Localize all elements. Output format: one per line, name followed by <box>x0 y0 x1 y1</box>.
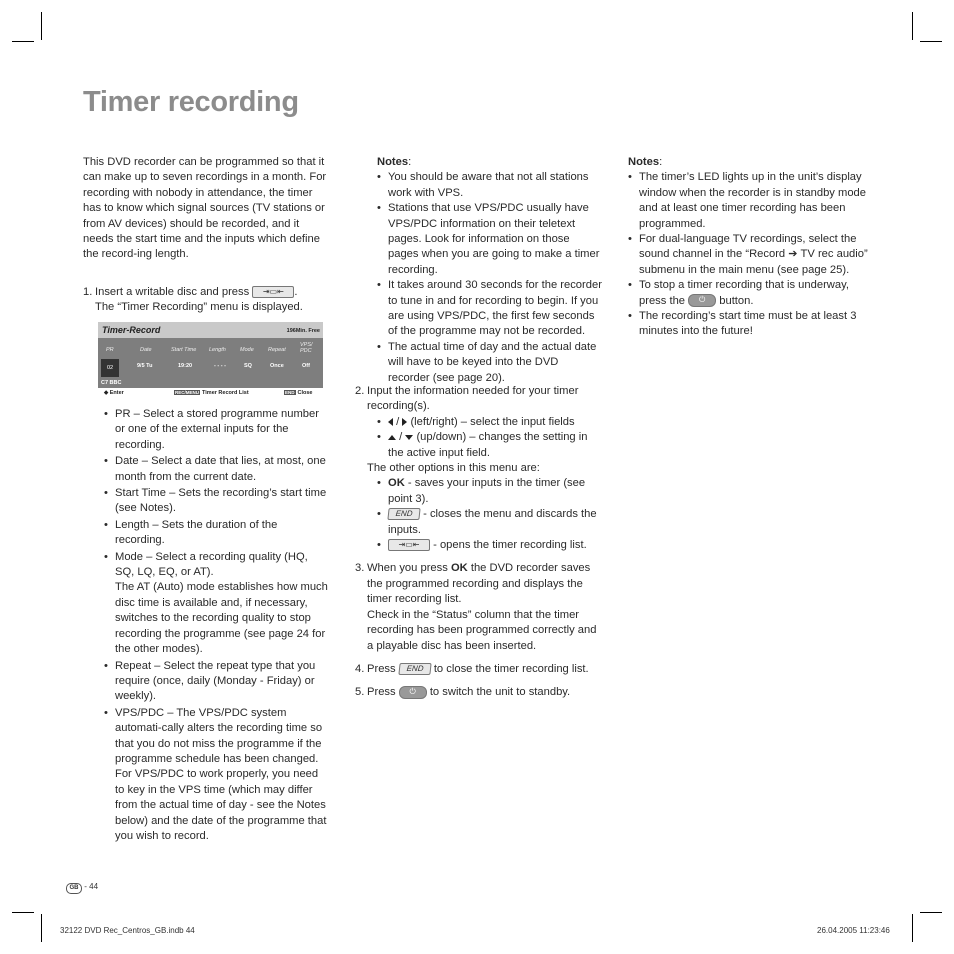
timer-record-menu-screenshot <box>98 322 323 398</box>
crop-mark <box>41 12 42 40</box>
end-button-icon: END <box>398 663 431 675</box>
step-text: the DVD recorder saves the programmed recording and displays the timer recording list. <box>367 562 591 606</box>
steps-middle <box>355 384 601 701</box>
menu-column-header: Repeat <box>268 347 286 353</box>
rec-list-button-icon: ⇥▭⇤ <box>252 286 294 298</box>
step-text: The other options in this menu are: <box>367 462 540 475</box>
page-number-text: - 44 <box>84 882 99 891</box>
menu-column-header: VPS/ PDC <box>300 342 313 354</box>
ok-label: OK <box>450 562 468 575</box>
print-date-info: 26.04.2005 11:23:46 <box>817 926 890 935</box>
menu-column-header: PR <box>106 347 114 353</box>
menu-body <box>98 338 323 388</box>
menu-footer-close: END Close <box>285 390 313 396</box>
list-item: • Date – Select a date that lies, at most, one month from the current date. <box>104 454 330 485</box>
list-item-text: (up/down) – changes the setting in the active input field. <box>388 431 588 459</box>
list-item: • The actual time of day and the actual date will have to be keyed into the DVD recorder (see page 20). <box>377 340 602 386</box>
standby-button-icon: ⏻ <box>688 294 716 307</box>
list-item-text: - closes the menu and discards the inputs. <box>388 508 597 536</box>
list-item: • PR – Select a stored programme number or one of the external inputs for the recording. <box>104 407 330 453</box>
arrow-right-icon <box>402 418 407 426</box>
list-item <box>628 278 873 309</box>
step-1 <box>83 285 328 316</box>
rec-list-button-icon: ⇥▭⇤ <box>388 539 430 551</box>
field-descriptions <box>104 407 330 844</box>
crop-mark <box>912 914 913 942</box>
arrow-up-icon <box>388 435 396 440</box>
menu-footer <box>98 388 323 398</box>
step-5 <box>355 685 601 700</box>
list-item <box>377 538 601 553</box>
step-text: The “Timer Recording” menu is displayed. <box>95 301 303 314</box>
page-title: Timer recording <box>83 86 299 118</box>
list-item-text: - saves your inputs in the timer (see point 3). <box>388 477 586 505</box>
step-text: to close the timer recording list. <box>433 662 589 675</box>
list-item-text: To stop a timer recording that is underway, press the <box>639 279 849 307</box>
arrow-left-icon <box>388 418 393 426</box>
menu-title: Timer-Record <box>102 325 161 335</box>
step-text: Press <box>367 662 396 675</box>
step-2 <box>355 384 601 553</box>
standby-button-icon: ⏻ <box>399 686 427 699</box>
crop-mark <box>41 914 42 942</box>
menu-column-header: Date <box>140 347 152 353</box>
field-list <box>104 407 330 844</box>
notes-heading: Notes: <box>628 156 663 168</box>
menu-value: 9/5 Tu <box>137 363 153 369</box>
menu-pr-selector: 02 <box>101 359 119 377</box>
step-text: Insert a writable disc and press <box>95 285 250 298</box>
menu-column-header: Length <box>209 347 226 353</box>
left-column <box>83 155 328 316</box>
step-number: 5. <box>355 686 365 699</box>
list-item: • / (up/down) – changes the setting in the active input field. <box>377 430 601 461</box>
list-item-text: Mode – Select a recording quality (HQ, SQ, LQ, EQ, or AT). <box>115 550 308 579</box>
step-text: When you press <box>367 562 448 575</box>
list-item: • / (left/right) – select the input fields <box>377 415 601 430</box>
disc-free-space: 196Min. Free <box>286 328 320 334</box>
list-item-text: - opens the timer recording list. <box>433 539 587 552</box>
crop-mark <box>12 41 34 42</box>
menu-value: Once <box>270 363 284 369</box>
list-item <box>377 507 601 538</box>
menu-column-header: Mode <box>240 347 254 353</box>
step-number: 2. <box>355 385 365 397</box>
menu-footer-list: REC/MENU Timer Record List <box>175 390 249 396</box>
page-number <box>66 882 98 894</box>
step-number: 3. <box>355 562 365 575</box>
notes-list <box>377 170 602 386</box>
menu-value: - - - - <box>214 363 226 369</box>
step-2-options <box>377 476 601 553</box>
menu-channel-name: C7 BBC <box>101 380 122 386</box>
step-text: . <box>294 285 298 298</box>
print-file-info: 32122 DVD Rec_Centros_GB.indb 44 <box>60 926 195 935</box>
step-text: to switch the unit to standby. <box>429 686 571 699</box>
menu-footer-enter: ◆ Enter <box>104 390 124 396</box>
step-text: Press <box>367 686 396 699</box>
list-item <box>104 550 330 658</box>
step-3 <box>355 561 601 653</box>
ok-label: OK <box>388 477 405 490</box>
step-text: Check in the “Status” column that the timer recording has been programmed correctly and a playable disc has been inserted. <box>367 608 597 652</box>
language-badge: GB <box>66 883 82 894</box>
step-number: 1. <box>83 285 93 298</box>
list-item-text: button. <box>719 294 754 307</box>
step-4 <box>355 662 601 677</box>
list-item: • It takes around 30 seconds for the recorder to tune in and for recording to begin. If you are using VPS/PDC, the first few seconds of the programme may not be recorded. <box>377 278 602 340</box>
notes-heading: Notes: <box>377 156 412 168</box>
menu-value: 19:20 <box>178 363 193 369</box>
list-item: • The recording’s start time must be at least 3 minutes into the future! <box>628 309 873 340</box>
intro-paragraph: This DVD recorder can be programmed so that it can make up to seven recordings in a month. For recording with nobody in attendance, the timer has to know which signal sources (TV stations or from AV devices) should be recorded, and it needs the start time and the inputs which define the record-ing length. <box>83 156 327 261</box>
step-number: 4. <box>355 662 365 675</box>
arrow-down-icon <box>405 435 413 440</box>
menu-value: SQ <box>244 363 252 369</box>
step-2-list <box>377 415 601 461</box>
crop-mark <box>12 912 34 913</box>
step-text: Input the information needed for your timer recording(s). <box>367 385 579 413</box>
list-item: • Length – Sets the duration of the recording. <box>104 518 330 549</box>
list-item-text: The AT (Auto) mode establishes how much disc time is available and, if necessary, switches to the recording quality to stop recording the programme (see page 24 for the other modes). <box>115 581 328 656</box>
list-item-text: (left/right) – select the input fields <box>410 415 575 428</box>
crop-mark <box>912 12 913 40</box>
crop-mark <box>920 41 942 42</box>
notes-middle <box>377 155 602 386</box>
list-item: • The timer’s LED lights up in the unit’s display window when the recorder is in standby mode and at least one timer recording has been programmed. <box>628 170 873 232</box>
list-item: • You should be aware that not all stations work with VPS. <box>377 170 602 201</box>
list-item: • Stations that use VPS/PDC usually have VPS/PDC information on their teletext pages. Look for information on those pages when you are going to make a timer recording. <box>377 201 602 278</box>
list-item: • Start Time – Sets the recording’s start time (see Notes). <box>104 486 330 517</box>
menu-value: Off <box>302 363 310 369</box>
list-item: • Repeat – Select the repeat type that you require (once, daily (Monday - Friday) or weekly). <box>104 659 330 705</box>
list-item: • For dual-language TV recordings, select the sound channel in the “Record ➔ TV rec audio” submenu in the main menu (see page 25). <box>628 232 873 278</box>
end-button-icon: END <box>387 508 420 520</box>
menu-column-header: Start Time <box>171 347 197 353</box>
notes-list <box>628 170 873 339</box>
crop-mark <box>920 912 942 913</box>
notes-right <box>628 155 873 340</box>
menu-header <box>98 322 323 338</box>
list-item: • VPS/PDC – The VPS/PDC system automati-cally alters the recording time so that you do not miss the programme if the programme schedule has been changed. For VPS/PDC to work properly, you need to key in the VPS time (which may differ from the actual time of day - see the Notes below) and the date of the programme that you wish to record. <box>104 706 330 845</box>
list-item <box>377 476 601 507</box>
